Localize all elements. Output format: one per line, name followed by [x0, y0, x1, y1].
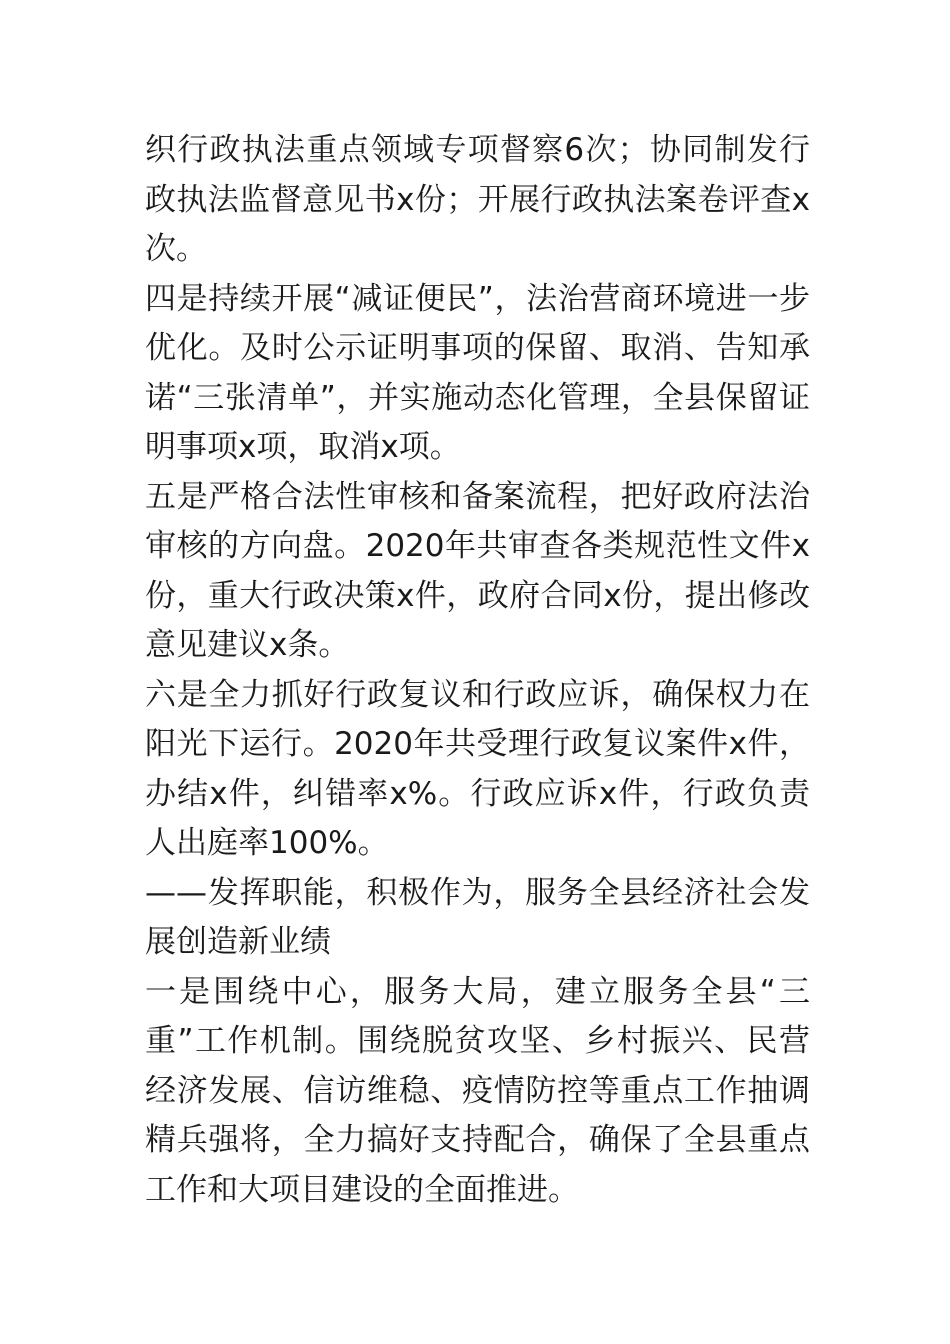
section-heading: ——发挥职能，积极作为，服务全县经济社会发展创造新业绩: [145, 874, 810, 960]
paragraph-four: 四是持续开展“减证便民”，法治营商环境进一步优化。及时公示证明事项的保留、取消、告知承诺“三张清单”，并实施动态化管理，全县保留证明事项x项，取消x项。: [145, 280, 810, 465]
paragraph-continued-enforcement: 织行政执法重点领域专项督察6次；协同制发行政执法监督意见书x份；开展行政执法案卷评查x次。: [145, 132, 810, 267]
paragraph-six: 六是全力抓好行政复议和行政应诉，确保权力在阳光下运行。2020年共受理行政复议案件x件，办结x件，纠错率x%。行政应诉x件，行政负责人出庭率100%。: [145, 676, 810, 861]
document-body: [145, 126, 810, 1215]
paragraph-five: 五是严格合法性审核和备案流程，把好政府法治审核的方向盘。2020年共审查各类规范性文件x份，重大行政决策x件，政府合同x份，提出修改意见建议x条。: [145, 478, 810, 663]
paragraph-one: 一是围绕中心，服务大局，建立服务全县“三重”工作机制。围绕脱贫攻坚、乡村振兴、民营经济发展、信访维稳、疫情防控等重点工作抽调精兵强将，全力搞好支持配合，确保了全县重点工作和大项目建设的全面推进。: [145, 973, 810, 1208]
